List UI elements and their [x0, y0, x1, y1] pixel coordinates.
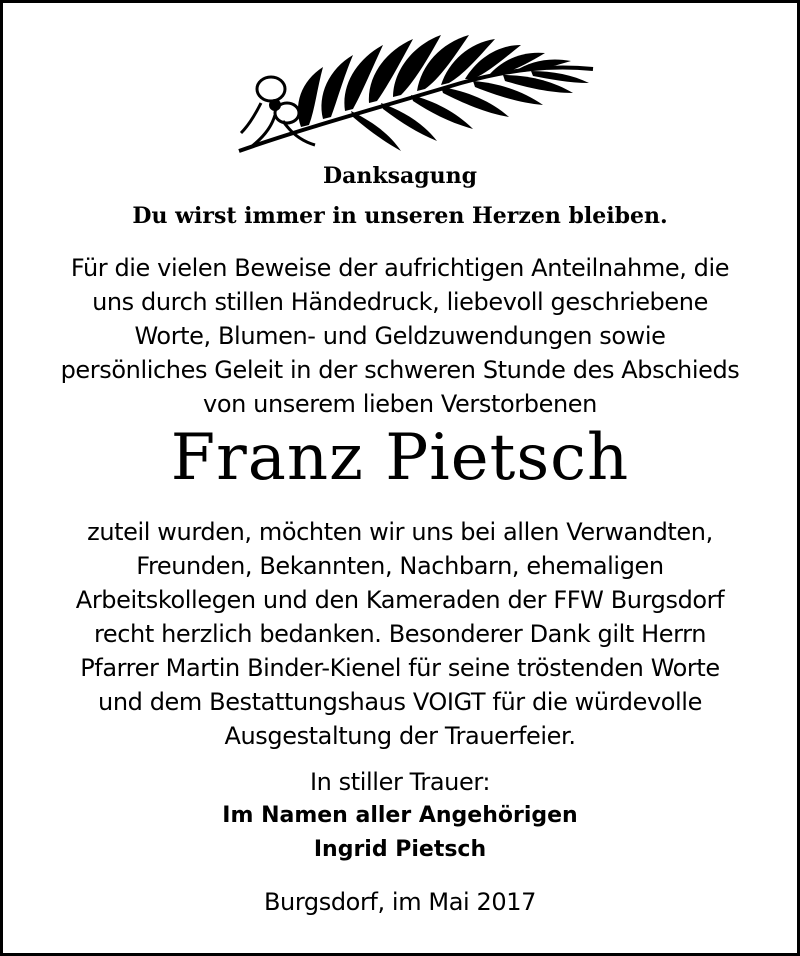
intro-paragraph — [3, 251, 797, 421]
family-signature: Im Namen aller Angehörigen — [222, 803, 578, 828]
intro-line: Worte, Blumen- und Geldzuwendungen sowie — [134, 322, 666, 350]
intro-line: von unserem lieben Verstorbenen — [203, 390, 597, 418]
body-line: Arbeitskollegen und den Kameraden der FFW Burgsdorf — [75, 586, 725, 614]
body-line: Pfarrer Martin Binder-Kienel für seine tröstenden Worte — [80, 654, 720, 682]
body-line: recht herzlich bedanken. Besonderer Dank gilt Herrn — [93, 620, 707, 648]
body-line: zuteil wurden, möchten wir uns bei allen Verwandten, — [87, 518, 713, 546]
heading-title: Danksagung — [323, 163, 477, 189]
intro-line: persönliches Geleit in der schweren Stunde des Abschieds — [60, 356, 740, 384]
body-line: Freunden, Bekannten, Nachbarn, ehemaligen — [136, 552, 664, 580]
intro-line: Für die vielen Beweise der aufrichtigen Anteilnahme, die — [70, 254, 730, 282]
palm-branch-with-bow-icon — [231, 25, 597, 163]
body-line: Ausgestaltung der Trauerfeier. — [224, 722, 576, 750]
body-line: und dem Bestattungshaus VOIGT für die würdevolle — [98, 688, 702, 716]
heading-motto: Du wirst immer in unseren Herzen bleiben. — [132, 203, 668, 229]
intro-line: uns durch stillen Händedruck, liebevoll geschriebene — [92, 288, 708, 316]
deceased-name: Franz Pietsch — [170, 421, 630, 495]
mourning-line: In stiller Trauer: — [309, 768, 491, 796]
place-date: Burgsdorf, im Mai 2017 — [263, 888, 537, 916]
body-paragraph — [3, 515, 797, 753]
signer-name: Ingrid Pietsch — [313, 837, 487, 862]
